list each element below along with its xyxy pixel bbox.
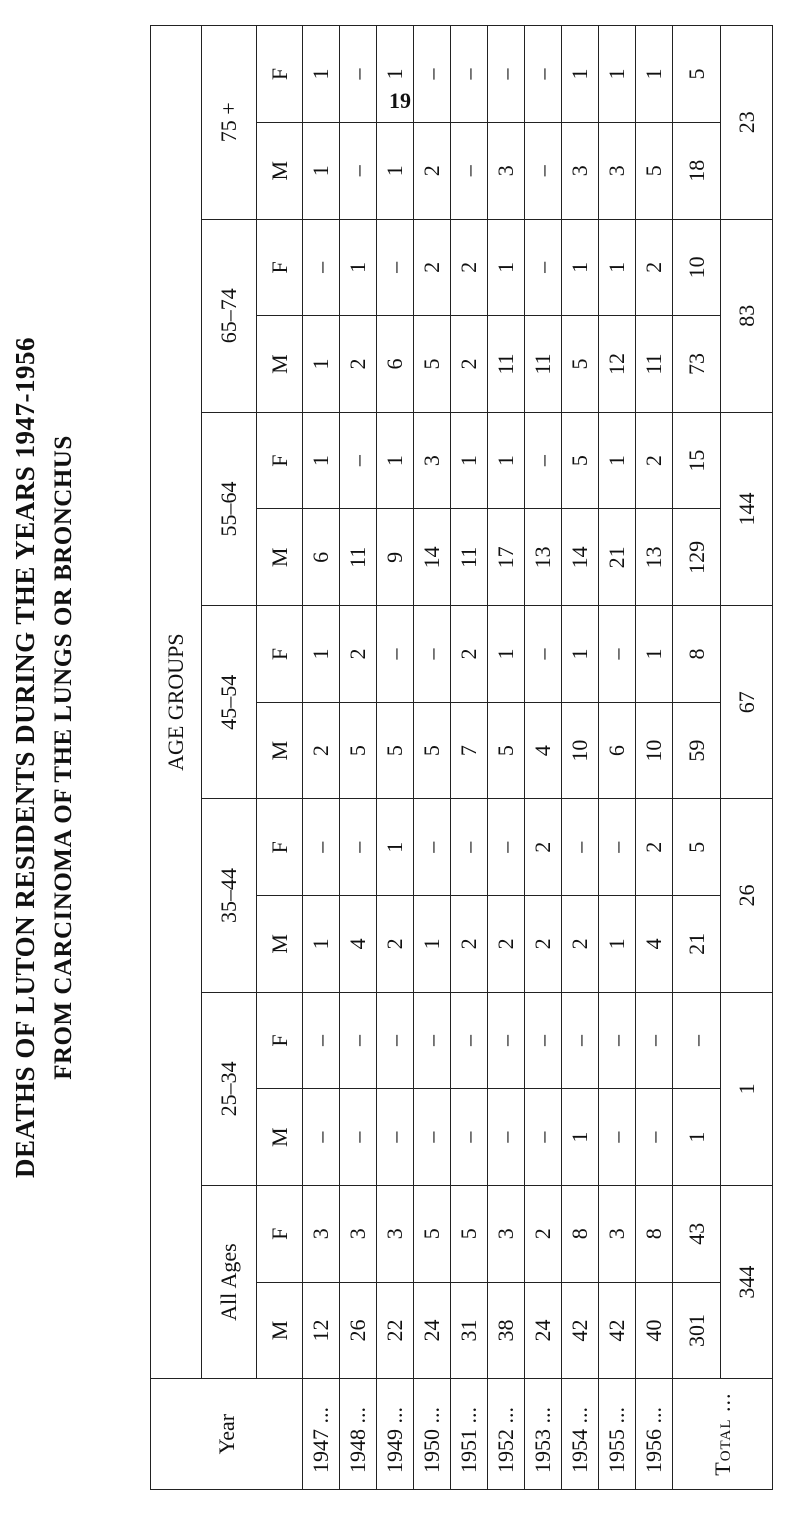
total-f: 10 (673, 219, 721, 316)
sex-label-m: M (257, 122, 303, 219)
value-f: – (488, 26, 525, 123)
age-groups-header: AGE GROUPS (151, 26, 202, 1379)
value-m: 10 (562, 702, 599, 799)
value-f: 3 (340, 1185, 377, 1282)
sex-label-m: M (257, 1282, 303, 1379)
value-m: 11 (340, 509, 377, 606)
value-f: 2 (525, 799, 562, 896)
value-f: – (525, 26, 562, 123)
value-m: – (414, 1089, 451, 1186)
value-f: 8 (636, 1185, 673, 1282)
value-f: – (636, 992, 673, 1089)
value-f: – (451, 992, 488, 1089)
value-f: 5 (414, 1185, 451, 1282)
value-f: 1 (599, 219, 636, 316)
value-m: – (525, 122, 562, 219)
value-m: 7 (451, 702, 488, 799)
value-f: – (303, 799, 340, 896)
year-cell: 1952 ... (488, 1379, 525, 1490)
total-f: 15 (673, 412, 721, 509)
value-m: – (451, 122, 488, 219)
table-row (488, 26, 525, 1490)
total-label: Total ... (673, 1379, 773, 1490)
value-f: – (488, 799, 525, 896)
value-m: 38 (488, 1282, 525, 1379)
grand-total: 26 (721, 799, 773, 992)
value-m: 2 (303, 702, 340, 799)
value-m: 9 (377, 509, 414, 606)
value-m: 42 (562, 1282, 599, 1379)
sex-label-f: F (257, 992, 303, 1089)
value-f: 3 (488, 1185, 525, 1282)
value-m: 11 (525, 316, 562, 413)
total-m: 129 (673, 509, 721, 606)
value-f: 2 (636, 412, 673, 509)
sex-label-m: M (257, 509, 303, 606)
value-m: 26 (340, 1282, 377, 1379)
value-f: 1 (340, 219, 377, 316)
value-m: 11 (488, 316, 525, 413)
table-row (636, 26, 673, 1490)
value-f: – (377, 219, 414, 316)
total-f: 43 (673, 1185, 721, 1282)
table-row (599, 26, 636, 1490)
value-m: 1 (599, 896, 636, 993)
grand-total: 23 (721, 26, 773, 220)
value-f: – (562, 799, 599, 896)
value-m: – (451, 1089, 488, 1186)
value-f: – (303, 992, 340, 1089)
value-f: 1 (451, 412, 488, 509)
value-m: 1 (303, 122, 340, 219)
value-f: – (525, 219, 562, 316)
value-m: 1 (562, 1089, 599, 1186)
value-m: 42 (599, 1282, 636, 1379)
value-m: 3 (488, 122, 525, 219)
value-f: 8 (562, 1185, 599, 1282)
value-m: 2 (451, 896, 488, 993)
year-cell: 1954 ... (562, 1379, 599, 1490)
year-cell: 1949 ... (377, 1379, 414, 1490)
value-f: 1 (303, 606, 340, 703)
value-m: – (377, 1089, 414, 1186)
value-m: 4 (636, 896, 673, 993)
value-m: 24 (414, 1282, 451, 1379)
year-cell: 1950 ... (414, 1379, 451, 1490)
sex-label-f: F (257, 606, 303, 703)
table-row (414, 26, 451, 1490)
value-m: 12 (599, 316, 636, 413)
total-f: – (673, 992, 721, 1089)
value-m: 31 (451, 1282, 488, 1379)
age-group-label: All Ages (202, 1185, 257, 1378)
value-m: 2 (488, 896, 525, 993)
value-m: – (488, 1089, 525, 1186)
value-m: – (340, 122, 377, 219)
value-f: – (599, 992, 636, 1089)
value-f: 1 (636, 606, 673, 703)
table-row (562, 26, 599, 1490)
value-m: 40 (636, 1282, 673, 1379)
value-f: – (451, 799, 488, 896)
table-row (377, 26, 414, 1490)
value-f: 1 (636, 26, 673, 123)
value-f: – (377, 606, 414, 703)
total-m: 59 (673, 702, 721, 799)
table-row (451, 26, 488, 1490)
sex-label-f: F (257, 412, 303, 509)
page-number: 19 (389, 88, 411, 113)
value-f: – (599, 606, 636, 703)
grand-total: 67 (721, 606, 773, 799)
value-f: – (451, 26, 488, 123)
grand-total: 344 (721, 1185, 773, 1378)
sex-label-m: M (257, 896, 303, 993)
value-f: – (303, 219, 340, 316)
value-m: 11 (451, 509, 488, 606)
value-f: – (414, 26, 451, 123)
year-cell: 1955 ... (599, 1379, 636, 1490)
value-m: 13 (636, 509, 673, 606)
value-m: 5 (414, 316, 451, 413)
value-f: 3 (377, 1185, 414, 1282)
value-m: – (636, 1089, 673, 1186)
value-f: 1 (377, 26, 414, 123)
value-f: – (340, 412, 377, 509)
value-m: 13 (525, 509, 562, 606)
value-f: 1 (599, 26, 636, 123)
value-m: 3 (599, 122, 636, 219)
sex-label-m: M (257, 316, 303, 413)
year-cell: 1951 ... (451, 1379, 488, 1490)
value-f: – (414, 606, 451, 703)
value-m: – (340, 1089, 377, 1186)
grand-total-row (721, 26, 773, 1490)
value-f: 1 (488, 412, 525, 509)
value-f: 5 (562, 412, 599, 509)
value-m: 6 (599, 702, 636, 799)
grand-total: 144 (721, 412, 773, 605)
total-m: 21 (673, 896, 721, 993)
value-f: – (340, 799, 377, 896)
header-row-sex (257, 26, 303, 1490)
year-cell: 1953 ... (525, 1379, 562, 1490)
value-f: 1 (599, 412, 636, 509)
value-f: – (562, 992, 599, 1089)
value-m: 1 (303, 896, 340, 993)
value-m: 6 (377, 316, 414, 413)
total-m: 1 (673, 1089, 721, 1186)
value-f: – (340, 992, 377, 1089)
value-m: 2 (451, 316, 488, 413)
value-m: 3 (562, 122, 599, 219)
table-row (525, 26, 562, 1490)
sex-label-m: M (257, 1089, 303, 1186)
value-m: 5 (377, 702, 414, 799)
value-f: 2 (636, 799, 673, 896)
value-f: – (525, 412, 562, 509)
value-m: – (599, 1089, 636, 1186)
value-m: 4 (340, 896, 377, 993)
sex-label-m: M (257, 702, 303, 799)
table-row (340, 26, 377, 1490)
value-m: 22 (377, 1282, 414, 1379)
value-m: 5 (636, 122, 673, 219)
value-f: 3 (599, 1185, 636, 1282)
value-m: 17 (488, 509, 525, 606)
value-m: 4 (525, 702, 562, 799)
value-m: 2 (414, 122, 451, 219)
value-f: – (525, 606, 562, 703)
total-f: 5 (673, 799, 721, 896)
value-m: 1 (377, 122, 414, 219)
value-f: 1 (303, 412, 340, 509)
value-m: 1 (303, 316, 340, 413)
value-m: 11 (636, 316, 673, 413)
grand-total: 83 (721, 219, 773, 412)
value-f: 5 (451, 1185, 488, 1282)
year-header: Year (151, 1379, 303, 1490)
value-f: 2 (451, 606, 488, 703)
table-title: DEATHS OF LUTON RESIDENTS DURING THE YEARS 1947-1956 (10, 337, 40, 1178)
age-group-label: 35–44 (202, 799, 257, 992)
sex-label-f: F (257, 26, 303, 123)
value-m: 2 (377, 896, 414, 993)
value-f: 1 (562, 219, 599, 316)
data-table (150, 25, 773, 1490)
value-m: 5 (414, 702, 451, 799)
value-f: 1 (377, 412, 414, 509)
value-m: 2 (525, 896, 562, 993)
value-f: 1 (562, 606, 599, 703)
age-group-label: 45–54 (202, 606, 257, 799)
value-f: 2 (451, 219, 488, 316)
age-group-label: 25–34 (202, 992, 257, 1185)
table-subtitle: FROM CARCINOMA OF THE LUNGS OR BRONCHUS (50, 435, 77, 1080)
age-group-label: 75 + (202, 26, 257, 220)
value-m: 24 (525, 1282, 562, 1379)
value-m: 5 (488, 702, 525, 799)
age-group-label: 55–64 (202, 412, 257, 605)
total-f: 5 (673, 26, 721, 123)
header-row-1 (151, 26, 202, 1490)
total-row (673, 26, 721, 1490)
value-f: 2 (525, 1185, 562, 1282)
value-f: – (340, 26, 377, 123)
year-cell: 1948 ... (340, 1379, 377, 1490)
value-m: 2 (340, 316, 377, 413)
total-f: 8 (673, 606, 721, 703)
value-f: 2 (636, 219, 673, 316)
sex-label-f: F (257, 1185, 303, 1282)
header-row-groups (202, 26, 257, 1490)
total-m: 301 (673, 1282, 721, 1379)
value-f: 1 (488, 219, 525, 316)
value-f: 2 (340, 606, 377, 703)
sex-label-f: F (257, 219, 303, 316)
year-cell: 1947 ... (303, 1379, 340, 1490)
value-f: 3 (303, 1185, 340, 1282)
sex-label-f: F (257, 799, 303, 896)
value-m: 2 (562, 896, 599, 993)
value-m: 5 (340, 702, 377, 799)
table-row (303, 26, 340, 1490)
value-f: – (414, 992, 451, 1089)
value-f: – (414, 799, 451, 896)
value-m: 5 (562, 316, 599, 413)
value-f: 2 (414, 219, 451, 316)
value-f: 1 (303, 26, 340, 123)
value-f: – (599, 799, 636, 896)
total-m: 73 (673, 316, 721, 413)
value-m: 14 (414, 509, 451, 606)
grand-total: 1 (721, 992, 773, 1185)
value-m: – (303, 1089, 340, 1186)
value-f: 3 (414, 412, 451, 509)
year-cell: 1956 ... (636, 1379, 673, 1490)
age-group-label: 65–74 (202, 219, 257, 412)
value-f: – (525, 992, 562, 1089)
value-f: 1 (377, 799, 414, 896)
total-m: 18 (673, 122, 721, 219)
value-m: 1 (414, 896, 451, 993)
value-m: 6 (303, 509, 340, 606)
value-f: – (488, 992, 525, 1089)
value-f: 1 (562, 26, 599, 123)
value-m: 12 (303, 1282, 340, 1379)
value-m: 14 (562, 509, 599, 606)
value-f: 1 (488, 606, 525, 703)
value-f: – (377, 992, 414, 1089)
value-m: – (525, 1089, 562, 1186)
value-m: 10 (636, 702, 673, 799)
value-m: 21 (599, 509, 636, 606)
